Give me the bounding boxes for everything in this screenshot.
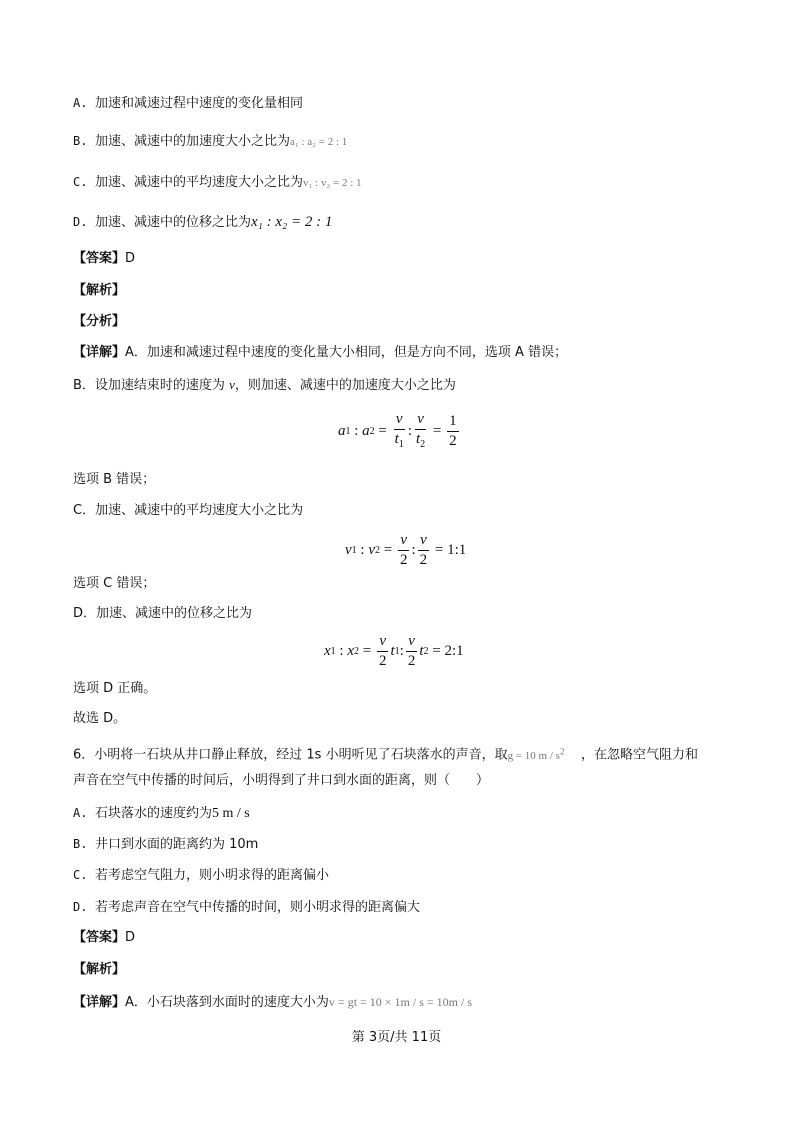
option-text: 加速和减速过程中速度的变化量相同 (95, 96, 304, 111)
option-text: 加速、减速中的加速度大小之比为 (95, 134, 291, 149)
q6-stem-text: 6．小明将一石块从井口静止释放，经过 1s 小明听见了石块落水的声音，取 (73, 747, 508, 763)
velocity-var: v (229, 377, 235, 392)
option-text: 若考虑空气阻力，则小明求得的距离偏小 (95, 868, 330, 883)
q5-result-c: 选项 C 错误； (73, 576, 156, 591)
q5-detail-d: D．加速、减速中的位移之比为 (73, 606, 253, 621)
formula-displacement-ratio: x 1 : x 2 = $\frac{v}{2}$ t 1 : $\frac{v}{2}$ t 2 = 2:1 (324, 633, 464, 669)
formula-average-velocity-ratio: v 1 : v 2 = $\frac{v}{2}$ : $\frac{v}{2}$ = 1:1 (345, 532, 467, 568)
option-letter: A. (73, 96, 88, 110)
answer-value: D (125, 930, 136, 945)
q5-answer (73, 250, 135, 268)
q5-option-c (73, 173, 362, 192)
option-letter: B. (73, 837, 88, 851)
option-letter: C. (73, 175, 88, 189)
q5-option-a (73, 94, 303, 113)
option-math: x₁ : x₂ = 2 : 1 (251, 214, 333, 230)
option-math: v₁ : v₂ = 2 : 1 (303, 177, 362, 189)
option-letter: D. (73, 900, 88, 914)
answer-tag: 【答案】 (73, 251, 126, 266)
answer-tag: 【答案】 (73, 930, 126, 945)
detail-b-pre: B．设加速结束时的速度为 (73, 378, 225, 393)
q5-result-d: 选项 D 正确。 (73, 681, 157, 696)
option-text: 石块落水的速度约为 (95, 806, 213, 821)
q6-detail-a (73, 993, 472, 1012)
gravity-value: g = 10 m / $s^2$ (507, 746, 565, 762)
detail-text: A．小石块落到水面时的速度大小为 (125, 995, 329, 1010)
q5-conclusion: 故选 D。 (73, 711, 127, 726)
option-math: a₁ : a₂ = 2 : 1 (290, 136, 348, 148)
page-footer: 第 3页/共 11页 (351, 1030, 442, 1045)
q5-detail-b (73, 376, 456, 395)
option-letter: B. (73, 134, 88, 148)
option-letter: A. (73, 806, 88, 820)
q6-option-b (73, 835, 258, 854)
option-text: 井口到水面的距离约为 10m (95, 837, 259, 852)
q6-answer (73, 929, 135, 947)
q5-result-b: 选项 B 错误； (73, 472, 156, 487)
option-math: 5 m / s (212, 806, 250, 821)
detail-tag: 【详解】 (73, 995, 126, 1010)
q5-option-b (73, 132, 347, 151)
detail-b-post: ，则加速、减速中的加速度大小之比为 (234, 378, 456, 393)
q6-stem-line2: 声音在空气中传播的时间后，小明得到了井口到水面的距离，则（ ） (73, 773, 490, 788)
q5-analysis-tag: 【解析】 (73, 283, 126, 298)
option-letter: C. (73, 868, 88, 882)
option-text: 若考虑声音在空气中传播的时间，则小明求得的距离偏大 (95, 900, 421, 915)
detail-text: A．加速和减速过程中速度的变化量大小相同，但是方向不同，选项 A 错误； (125, 345, 568, 360)
formula-acceleration-ratio: a 1 : a 2 = $\frac{v}{t_1}$ : $\frac{v}{t_2}$ = $\frac{1}{2}$ (338, 411, 457, 450)
q6-option-d (73, 898, 420, 917)
option-text: 加速、减速中的位移之比为 (95, 215, 252, 230)
q6-option-c (73, 866, 329, 885)
option-letter: D. (73, 215, 88, 229)
q6-analysis-tag: 【解析】 (73, 962, 126, 977)
detail-math: v = gt = 10 × 1m / s = 10m / s (328, 995, 473, 1009)
q5-detail-a (73, 344, 567, 362)
option-text: 加速、减速中的平均速度大小之比为 (95, 175, 304, 190)
q6-stem-text-cont: ，在忽略空气阻力和 (580, 747, 698, 763)
q6-stem-line1 (73, 742, 698, 765)
q5-detail-c: C．加速、减速中的平均速度大小之比为 (73, 503, 304, 518)
q5-fenxi-tag: 【分析】 (73, 314, 126, 329)
answer-value: D (125, 251, 136, 266)
q6-option-a (73, 804, 250, 823)
q5-option-d (73, 213, 332, 232)
detail-tag: 【详解】 (73, 345, 126, 360)
